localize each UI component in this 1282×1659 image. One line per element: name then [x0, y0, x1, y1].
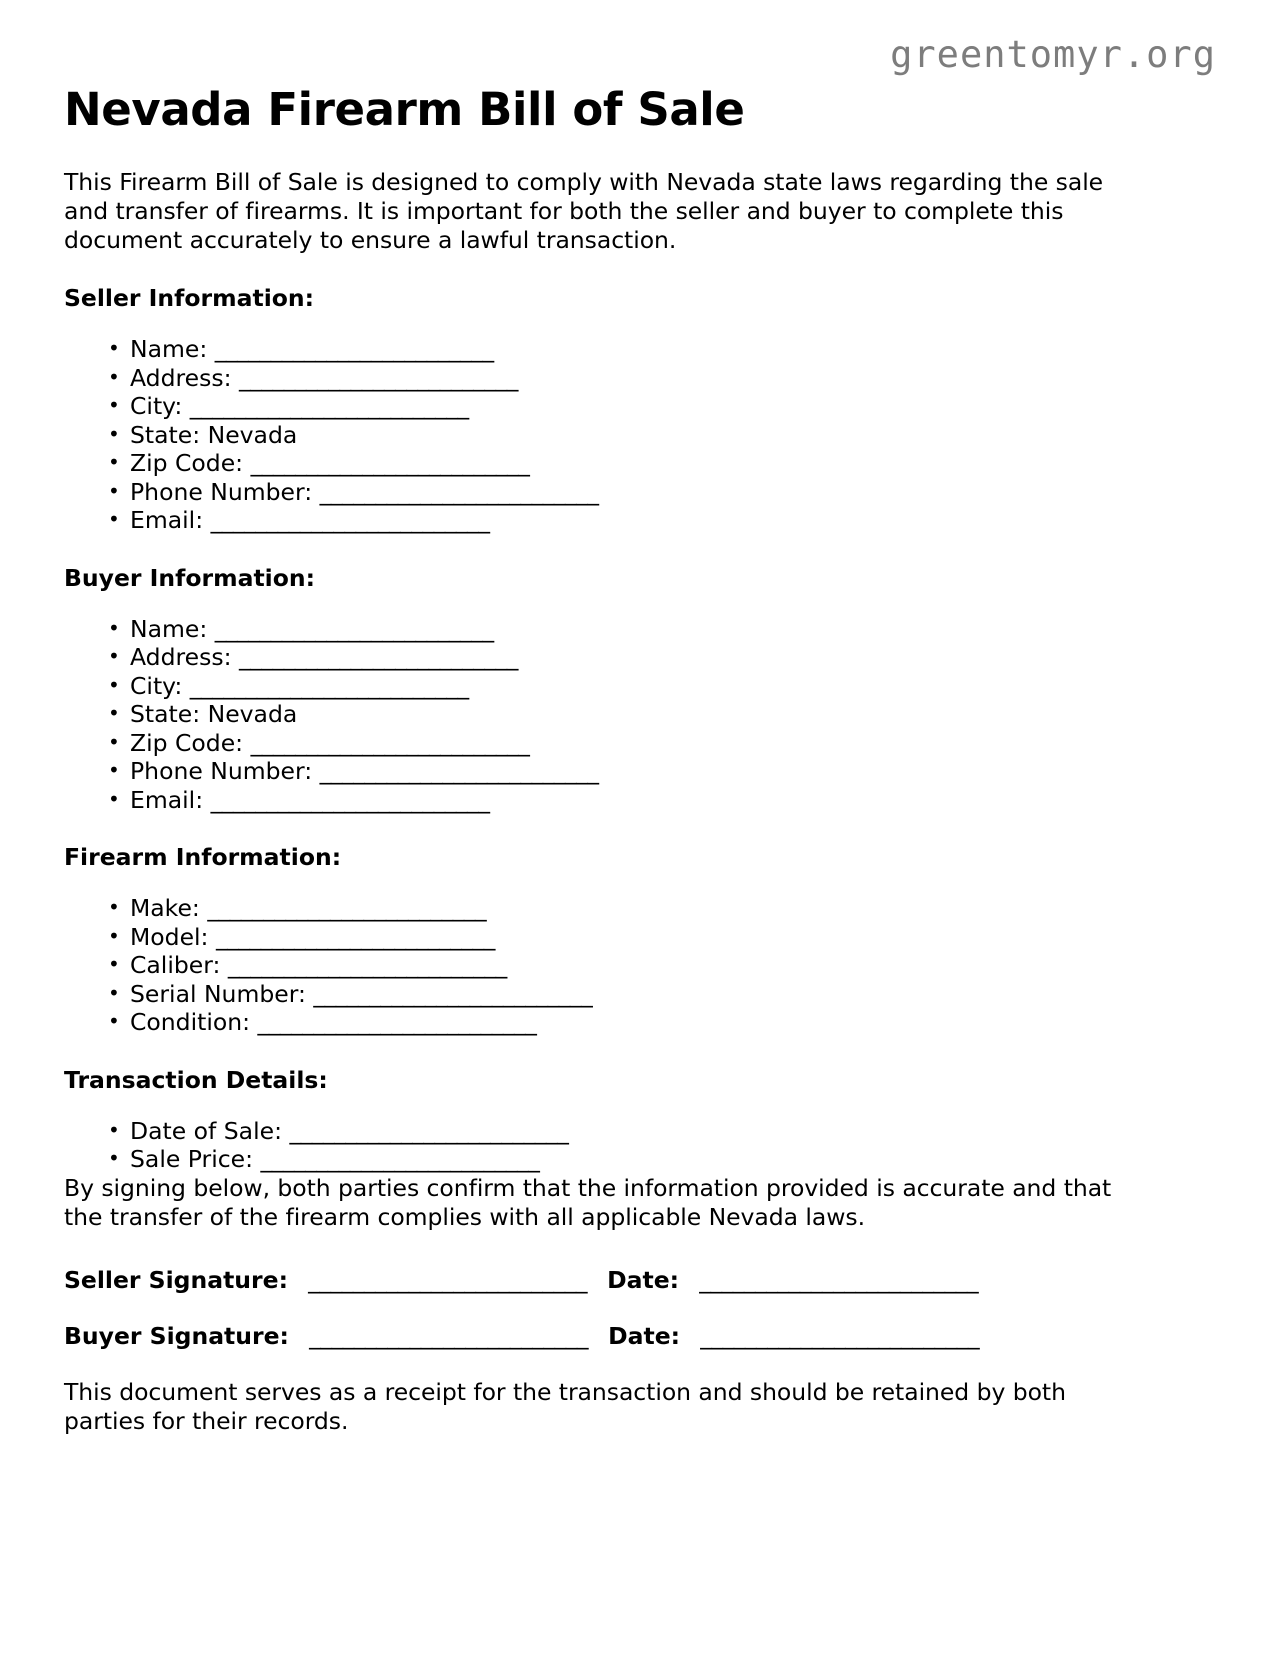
- list-item: [108, 615, 1134, 644]
- closing-paragraph: This document serves as a receipt for the transaction and should be retained by both parties for their records.: [64, 1377, 1066, 1435]
- intro-paragraph: This Firearm Bill of Sale is designed to comply with Nevada state laws regarding the sale and transfer of firearms. It is important for both the seller and buyer to complete this document accurately to ensure a lawful transaction.: [64, 168, 1104, 254]
- list-item: [108, 951, 1134, 980]
- field-blank[interactable]: _________________________: [210, 785, 490, 814]
- field-blank[interactable]: _________________________: [239, 643, 518, 671]
- field-label: City:: [130, 671, 183, 700]
- buyer-field-list: [64, 615, 1134, 815]
- seller-signature-row: [64, 1266, 1134, 1295]
- list-item: [108, 894, 1134, 923]
- field-blank[interactable]: _________________________: [214, 335, 494, 363]
- field-blank[interactable]: _________________________: [239, 363, 518, 392]
- list-item: [108, 421, 1134, 450]
- field-blank[interactable]: _________________________: [319, 477, 599, 506]
- field-blank[interactable]: _________________________: [260, 1145, 540, 1173]
- section-heading-seller: Seller Information:: [64, 284, 315, 312]
- field-blank[interactable]: _________________________: [313, 979, 593, 1008]
- list-item: [108, 1145, 1134, 1174]
- field-label: Serial Number:: [130, 979, 306, 1008]
- firearm-field-list: [64, 894, 1134, 1037]
- list-item: [108, 980, 1134, 1009]
- field-label: Address:: [130, 363, 232, 392]
- list-item: [108, 786, 1134, 815]
- buyer-date-blank[interactable]: _________________________: [700, 1321, 979, 1350]
- field-label: State:: [130, 700, 201, 728]
- field-label: Address:: [130, 643, 232, 671]
- section-heading-firearm: Firearm Information:: [64, 843, 342, 871]
- seller-field-list: [64, 335, 1134, 535]
- field-label: Condition:: [130, 1008, 251, 1036]
- list-item: [108, 672, 1134, 701]
- field-label: Phone Number:: [130, 757, 313, 785]
- field-blank[interactable]: _________________________: [319, 757, 599, 785]
- field-blank[interactable]: _________________________: [250, 728, 530, 757]
- list-item: [108, 700, 1134, 729]
- attestation-paragraph: By signing below, both parties confirm that the information provided is accurate and that the transfer of the firearm complies with all applicable Nevada laws.: [64, 1173, 1112, 1231]
- field-label: Date of Sale:: [130, 1116, 282, 1145]
- buyer-date-label: Date:: [608, 1321, 681, 1350]
- field-blank[interactable]: _________________________: [189, 671, 469, 700]
- field-blank[interactable]: _________________________: [289, 1116, 569, 1145]
- field-blank[interactable]: _________________________: [210, 506, 490, 534]
- field-value: Nevada: [207, 700, 298, 728]
- field-label: Make:: [130, 894, 200, 922]
- seller-signature-blank[interactable]: _________________________: [308, 1265, 587, 1294]
- field-blank[interactable]: _________________________: [227, 951, 507, 979]
- list-item: [108, 478, 1134, 507]
- field-blank[interactable]: _________________________: [214, 614, 494, 643]
- field-label: Model:: [130, 922, 209, 951]
- buyer-signature-row: [64, 1322, 1134, 1351]
- document-body: [64, 168, 1134, 1436]
- field-label: Zip Code:: [130, 449, 244, 477]
- seller-date-blank[interactable]: _________________________: [699, 1265, 978, 1294]
- list-item: [108, 392, 1134, 421]
- field-label: Zip Code:: [130, 728, 244, 757]
- field-label: Sale Price:: [130, 1145, 254, 1173]
- buyer-signature-blank[interactable]: _________________________: [309, 1321, 588, 1350]
- list-item: [108, 364, 1134, 393]
- list-item: [108, 643, 1134, 672]
- field-label: Name:: [130, 614, 208, 643]
- section-heading-buyer: Buyer Information:: [64, 563, 316, 592]
- list-item: [108, 449, 1134, 478]
- field-label: Phone Number:: [130, 477, 313, 506]
- list-item: [108, 729, 1134, 758]
- field-label: Email:: [130, 506, 204, 534]
- page-title: Nevada Firearm Bill of Sale: [64, 83, 745, 136]
- buyer-signature-label: Buyer Signature:: [64, 1321, 289, 1350]
- field-blank[interactable]: _________________________: [257, 1008, 537, 1036]
- seller-signature-label: Seller Signature:: [64, 1265, 288, 1294]
- list-item: [108, 757, 1134, 786]
- list-item: [108, 923, 1134, 952]
- field-blank[interactable]: _________________________: [189, 392, 469, 420]
- section-heading-transaction: Transaction Details:: [64, 1065, 328, 1094]
- field-value: Nevada: [207, 420, 298, 449]
- list-item: [108, 1117, 1134, 1146]
- field-blank[interactable]: _________________________: [207, 894, 487, 922]
- field-label: Caliber:: [130, 951, 221, 979]
- list-item: [108, 506, 1134, 535]
- transaction-field-list: [64, 1117, 1134, 1174]
- site-watermark: greentomyr.org: [890, 33, 1216, 76]
- field-blank[interactable]: _________________________: [250, 449, 530, 477]
- field-label: City:: [130, 392, 183, 420]
- seller-date-label: Date:: [607, 1265, 680, 1294]
- list-item: [108, 1008, 1134, 1037]
- field-label: Email:: [130, 785, 204, 814]
- signature-block: [64, 1266, 1134, 1351]
- list-item: [108, 335, 1134, 364]
- field-blank[interactable]: _________________________: [215, 922, 495, 951]
- field-label: State:: [130, 420, 201, 449]
- field-label: Name:: [130, 335, 208, 363]
